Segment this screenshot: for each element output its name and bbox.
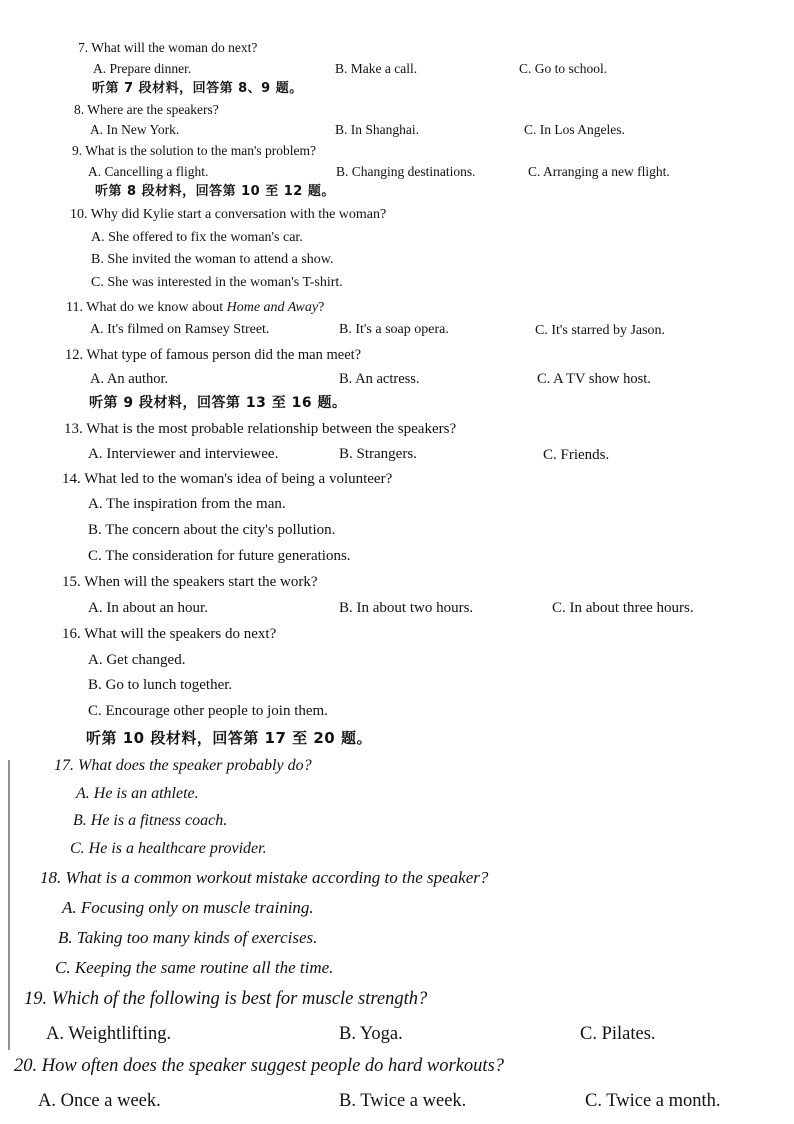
question-8-option-b: B. In Shanghai. [335,122,419,137]
question-19-option-b: B. Yoga. [339,1024,403,1044]
question-18-option-c: C. Keeping the same routine all the time. [55,958,334,977]
question-19-stem: 19. Which of the following is best for muscle strength? [24,989,428,1009]
question-11-option-c: C. It's starred by Jason. [535,323,666,338]
question-13-stem: 13. What is the most probable relationship between the speakers? [64,421,457,437]
question-18-option-b: B. Taking too many kinds of exercises. [58,928,318,947]
question-16-option-a: A. Get changed. [88,652,186,668]
question-17-option-a: A. He is an athlete. [76,785,199,802]
question-19-option-a: A. Weightlifting. [46,1024,172,1044]
question-15-stem: 15. When will the speakers start the work? [62,574,318,590]
scan-margin-line [8,760,10,1050]
question-11-stem-end: ? [318,300,325,315]
question-15-option-a: A. In about an hour. [88,600,208,616]
question-8-option-c: C. In Los Angeles. [524,122,625,137]
question-20-option-b: B. Twice a week. [339,1091,467,1111]
question-12-option-c: C. A TV show host. [537,371,651,387]
question-8-option-a: A. In New York. [90,122,180,137]
question-14-option-c: C. The consideration for future generations. [88,548,351,564]
question-15-option-c: C. In about three hours. [552,600,694,616]
question-16-stem: 16. What will the speakers do next? [62,626,277,642]
question-10-option-a: A. She offered to fix the woman's car. [91,230,303,245]
question-14-stem: 14. What led to the woman's idea of being a volunteer? [62,471,393,487]
question-11-option-b: B. It's a soap opera. [339,322,449,337]
question-9-option-c: C. Arranging a new flight. [528,164,670,179]
question-13-option-b: B. Strangers. [339,446,417,462]
question-20-stem: 20. How often does the speaker suggest people do hard workouts? [14,1056,505,1076]
question-9-stem: 9. What is the solution to the man's problem? [72,143,317,158]
question-14-option-a: A. The inspiration from the man. [88,496,286,512]
question-7-option-c: C. Go to school. [519,61,608,76]
question-11-stem-text: 11. What do we know about [66,300,227,315]
section-10-instruction: 听第 10 段材料，回答第 17 至 20 题。 [86,729,372,747]
question-11-stem [66,301,324,315]
section-7-instruction: 听第 7 段材料，回答第 8、9 题。 [92,81,303,96]
question-9-option-a: A. Cancelling a flight. [88,164,209,179]
question-18-option-a: A. Focusing only on muscle training. [62,898,314,917]
question-13-option-c: C. Friends. [543,447,610,463]
question-20-option-a: A. Once a week. [38,1091,161,1111]
question-9-option-b: B. Changing destinations. [336,164,476,179]
question-17-option-b: B. He is a fitness coach. [73,812,228,829]
question-16-option-c: C. Encourage other people to join them. [88,703,328,719]
question-17-stem: 17. What does the speaker probably do? [54,757,312,774]
question-14-option-b: B. The concern about the city's pollution. [88,522,336,538]
question-16-option-b: B. Go to lunch together. [88,677,233,693]
question-7-option-b: B. Make a call. [335,61,418,76]
question-19-option-c: C. Pilates. [580,1024,656,1044]
question-12-option-b: B. An actress. [339,371,420,387]
question-12-stem: 12. What type of famous person did the man meet? [65,347,362,363]
question-12-option-a: A. An author. [90,371,169,387]
question-17-option-c: C. He is a healthcare provider. [70,840,267,857]
question-10-option-b: B. She invited the woman to attend a show. [91,252,334,267]
question-7-option-a: A. Prepare dinner. [93,61,192,76]
question-8-stem: 8. Where are the speakers? [74,102,219,117]
question-11-option-a: A. It's filmed on Ramsey Street. [90,322,270,337]
question-10-stem: 10. Why did Kylie start a conversation with the woman? [70,207,387,222]
question-11-show-title: Home and Away [226,300,319,315]
question-7-stem: 7. What will the woman do next? [78,40,258,55]
section-8-instruction: 听第 8 段材料，回答第 10 至 12 题。 [95,184,335,199]
section-9-instruction: 听第 9 段材料，回答第 13 至 16 题。 [89,395,347,411]
question-15-option-b: B. In about two hours. [339,600,474,616]
question-13-option-a: A. Interviewer and interviewee. [88,446,279,462]
question-18-stem: 18. What is a common workout mistake according to the speaker? [40,868,489,887]
question-10-option-c: C. She was interested in the woman's T-shirt. [91,275,343,290]
question-20-option-c: C. Twice a month. [585,1091,721,1111]
